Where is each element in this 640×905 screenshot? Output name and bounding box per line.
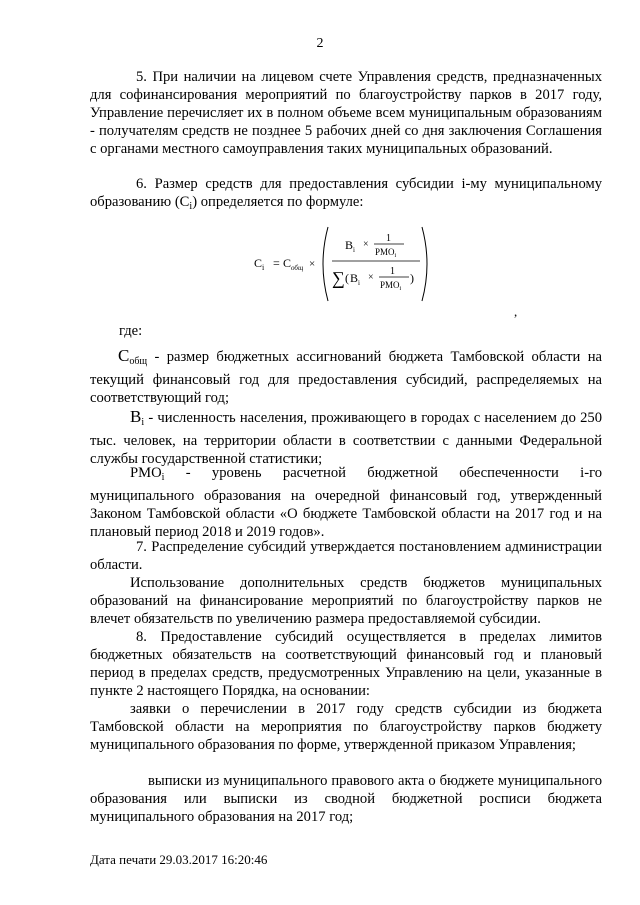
paragraph-5: 5. При наличии на лицевом счете Управления средств, предназначенных для софинансирования мероприятий по благоустройству парков в 2017 году, Управление перечисляет их в полном объеме всем муниципальным образованиям - получателям средств не позднее 5 рабочих дней со дня заключения Соглашения с органами местного самоуправления таких муниципальных образований. bbox=[90, 69, 602, 157]
formula-comma: , bbox=[514, 304, 518, 319]
paragraph-8-item-applications: заявки о перечислении в 2017 году средств субсидии из бюджета Тамбовской области на мероприятия по благоустройству парков бюджету муниципального образования по форме, утвержденной приказом Управления; bbox=[90, 701, 602, 753]
paragraph-7: 7. Распределение субсидий утверждается постановлением администрации области. bbox=[90, 539, 602, 573]
formula-times: × bbox=[309, 258, 316, 270]
formula-sum: ∑ bbox=[332, 268, 345, 288]
formula-times-2: × bbox=[363, 239, 369, 250]
paragraph-6: 6. Размер средств для предоставления субсидии i-му муниципальному образованию $(C_i)$ определяется по формуле: bbox=[90, 176, 602, 212]
paragraph-8: 8. Предоставление субсидий осуществляется в пределах лимитов бюджетных обязательств на соответствующий финансовый год и плановый период в пределах средств, предусмотренных Управлению на цели, указанные в пункте 2 настоящего Порядка, на основании: bbox=[90, 629, 602, 699]
paragraph-8-item-extracts: выписки из муниципального правового акта о бюджете муниципального образования или выписки из сводной бюджетной росписи бюджета муниципального образования на 2017 год; bbox=[90, 773, 602, 825]
subsidy-formula bbox=[246, 225, 436, 305]
formula-ci: $C_i$ bbox=[254, 256, 265, 272]
formula-pmo: $PMO_i$ bbox=[375, 247, 397, 259]
formula-c-obsh: $C_{общ}$ bbox=[283, 256, 304, 272]
formula-right-paren bbox=[422, 227, 427, 301]
definition-c-obsh: $C_{общ}$ - размер бюджетных ассигнований бюджета Тамбовской области на текущий финансовый год для предоставления субсидий, распределяемых на соответствующий год; bbox=[90, 346, 602, 406]
formula-bi: $B_i$ bbox=[345, 238, 355, 254]
print-date-footer: Дата печати 29.03.2017 16:20:46 bbox=[90, 852, 268, 867]
formula-one: 1 bbox=[386, 233, 391, 244]
formula-open-paren: ( bbox=[345, 271, 349, 285]
page-number: 2 bbox=[316, 36, 324, 51]
formula-bi-2: $B_i$ bbox=[350, 271, 360, 287]
paragraph-7-continued: Использование дополнительных средств бюджетов муниципальных образований на финансирование мероприятий по благоустройству парков не влечет обязательств по увеличению размера предоставляемой субсидии. bbox=[90, 575, 602, 627]
formula-one-2: 1 bbox=[390, 266, 395, 277]
where-label: где: bbox=[119, 323, 143, 339]
definition-b: $B_i$ - численность населения, проживающего в городах с населением до 250 тыс. человек, на территории области в соответствии с данными Федеральной службы государственной статистики; bbox=[90, 407, 602, 467]
formula-close-paren: ) bbox=[410, 271, 414, 285]
formula-times-3: × bbox=[368, 272, 374, 283]
formula-equals: = bbox=[273, 256, 280, 270]
formula-pmo-2: $PMO_i$ bbox=[380, 280, 402, 292]
formula-left-paren bbox=[323, 227, 328, 301]
definition-pmo: $PMO_i$ - уровень расчетной бюджетной обеспеченности i-го муниципального образования на очередной финансовый год, утвержденный Законом Тамбовской области «О бюджете Тамбовской области на 2017 год и на плановый период 2018 и 2019 годов». bbox=[90, 465, 602, 540]
